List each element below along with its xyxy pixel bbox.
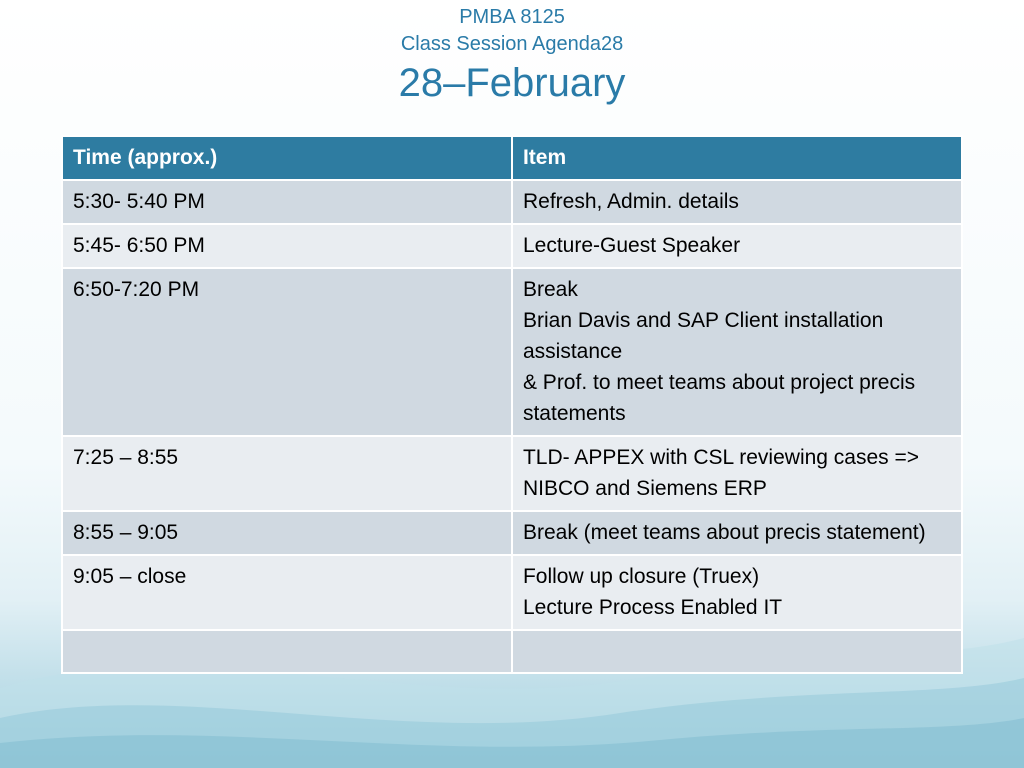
item-line: Brian Davis and SAP Client installation assistance — [522, 309, 884, 363]
item-line: Break (meet teams about precis statement) — [522, 521, 926, 544]
agenda-table — [61, 135, 963, 674]
time-cell — [62, 630, 512, 673]
item-cell — [512, 555, 962, 630]
item-cell — [512, 268, 962, 436]
session-date: 28–February — [398, 61, 626, 105]
item-line: Follow up closure (Truex) — [522, 565, 760, 588]
item-cell — [512, 630, 962, 673]
time-cell: 5:30- 5:40 PM — [62, 180, 512, 224]
time-cell: 6:50-7:20 PM — [62, 268, 512, 436]
table-row — [62, 224, 962, 268]
time-cell: 9:05 – close — [62, 555, 512, 630]
item-line: Lecture Process Enabled IT — [522, 596, 783, 619]
table-header-row — [62, 136, 962, 180]
table-row — [62, 511, 962, 555]
item-line: & Prof. to meet teams about project precis statements — [522, 371, 916, 425]
course-code: PMBA 8125 — [459, 6, 565, 28]
table-row — [62, 436, 962, 511]
item-line: Refresh, Admin. details — [522, 190, 739, 213]
item-line: Break — [522, 278, 578, 301]
column-header-time: Time (approx.) — [62, 136, 512, 180]
item-line: Lecture-Guest Speaker — [522, 234, 741, 257]
item-cell — [512, 180, 962, 224]
item-cell — [512, 511, 962, 555]
time-cell: 5:45- 6:50 PM — [62, 224, 512, 268]
table-row — [62, 555, 962, 630]
item-line: TLD- APPEX with CSL reviewing cases => NIBCO and Siemens ERP — [522, 446, 920, 500]
item-cell — [512, 436, 962, 511]
table-row-empty — [62, 630, 962, 673]
table-row — [62, 268, 962, 436]
table-row — [62, 180, 962, 224]
slide-title — [0, 4, 1024, 107]
session-title: Class Session Agenda28 — [400, 33, 624, 55]
column-header-item: Item — [512, 136, 962, 180]
time-cell: 7:25 – 8:55 — [62, 436, 512, 511]
item-cell — [512, 224, 962, 268]
time-cell: 8:55 – 9:05 — [62, 511, 512, 555]
